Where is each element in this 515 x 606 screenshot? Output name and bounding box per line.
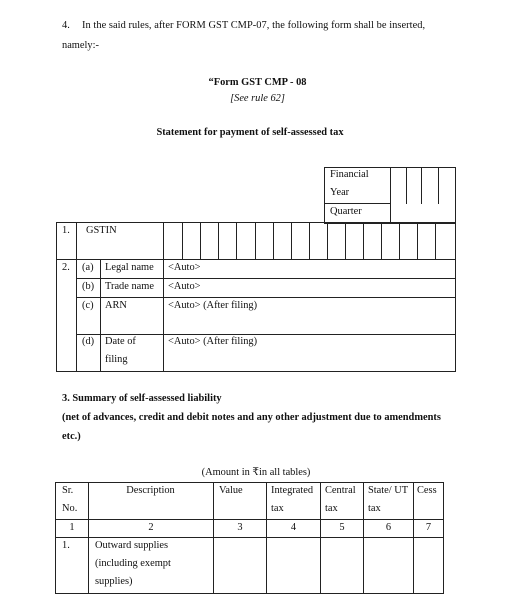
header-cess: Cess	[417, 485, 437, 496]
date-of-filing-label-line2: filing	[105, 354, 128, 365]
col-number-2: 2	[148, 522, 154, 533]
header-description: Description	[126, 485, 175, 496]
row1-desc-line2: (including exempt	[95, 558, 171, 569]
arn-value: <Auto> (After filing)	[168, 300, 258, 311]
trade-name-value: <Auto>	[168, 281, 201, 292]
year-label: Year	[330, 187, 350, 198]
form-title: “Form GST CMP - 08	[208, 77, 307, 88]
summary-heading: 3. Summary of self-assessed liability	[62, 393, 222, 404]
quarter-label: Quarter	[330, 206, 362, 217]
amount-note: (Amount in ₹in all tables)	[201, 467, 311, 478]
financial-label: Financial	[330, 169, 369, 180]
gstin-label: GSTIN	[86, 225, 117, 236]
col-number-3: 3	[237, 522, 243, 533]
intro-paragraph	[62, 20, 462, 31]
arn-marker: (c)	[82, 300, 94, 311]
row1-sr: 1.	[62, 540, 70, 551]
trade-name-label: Trade name	[105, 281, 154, 292]
header-integrated-tax-line1: Integrated	[271, 485, 314, 496]
form-statement: Statement for payment of self-assessed tax	[156, 127, 344, 138]
summary-note-line2: etc.)	[62, 431, 81, 442]
header-value: Value	[219, 485, 243, 496]
row1-desc-line3: supplies)	[95, 576, 133, 587]
header-state-ut-tax-line1: State/ UT	[368, 485, 409, 496]
header-central-tax-line1: Central	[325, 485, 356, 496]
header-no: No.	[62, 503, 78, 514]
col-number-1: 1	[69, 522, 75, 533]
legal-name-label: Legal name	[105, 262, 154, 273]
date-of-filing-marker: (d)	[82, 336, 95, 347]
row1-number: 1.	[62, 225, 70, 236]
col-number-7: 7	[425, 522, 432, 533]
date-of-filing-value: <Auto> (After filing)	[168, 336, 258, 347]
trade-name-marker: (b)	[82, 281, 95, 292]
col-number-6: 6	[385, 522, 392, 533]
header-integrated-tax-line2: tax	[271, 503, 284, 514]
col-number-4: 4	[290, 522, 297, 533]
intro-line2: namely:-	[62, 40, 99, 51]
intro-line1: In the said rules, after FORM GST CMP-07, the following form shall be inserted,	[82, 20, 426, 31]
legal-name-value: <Auto>	[168, 262, 201, 273]
row1-desc-line1: Outward supplies	[95, 540, 169, 551]
form-rule: [See rule 62]	[230, 93, 285, 104]
date-of-filing-label-line1: Date of	[105, 336, 136, 347]
header-sr: Sr.	[62, 485, 74, 496]
header-central-tax-line2: tax	[325, 503, 338, 514]
intro-number: 4.	[62, 20, 70, 31]
legal-name-marker: (a)	[82, 262, 94, 273]
header-state-ut-tax-line2: tax	[368, 503, 381, 514]
summary-note-line1: (net of advances, credit and debit notes and any other adjustment due to amendments	[62, 412, 441, 423]
row2-number: 2.	[62, 262, 70, 273]
col-number-5: 5	[339, 522, 345, 533]
arn-label: ARN	[105, 300, 127, 311]
